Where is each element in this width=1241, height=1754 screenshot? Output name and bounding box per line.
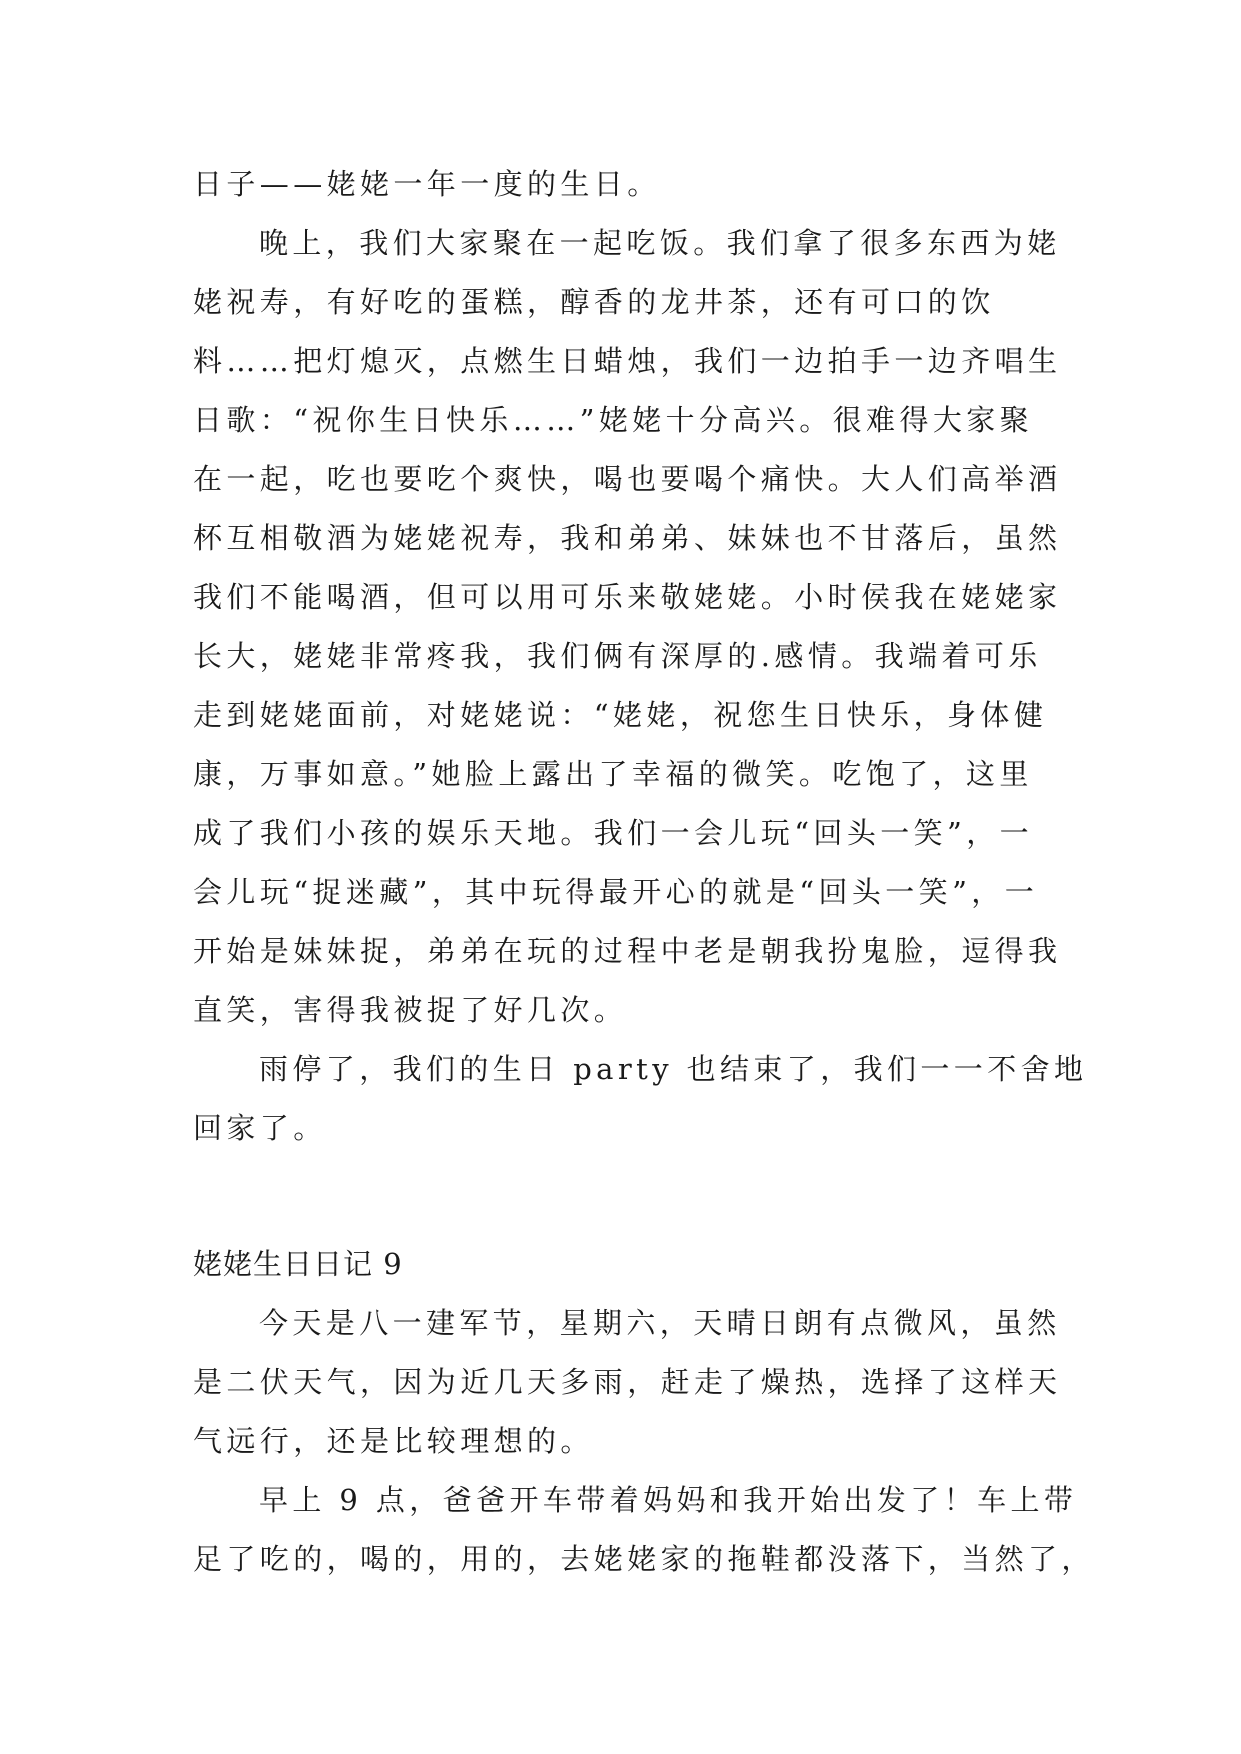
text-line: 是二伏天气，因为近几天多雨，赶走了燥热，选择了这样天 [193, 1365, 1062, 1399]
intro-paragraph [193, 155, 1051, 214]
text-line: 康，万事如意。”她脸上露出了幸福的微笑。吃饱了，这里 [193, 757, 1033, 791]
text-line: 杯互相敬酒为姥姥祝寿，我和弟弟、妹妹也不甘落后，虽然 [193, 521, 1062, 555]
text-line: 长大，姥姥非常疼我，我们俩有深厚的.感情。我端着可乐 [193, 639, 1042, 673]
section-gap [193, 1158, 1051, 1235]
paragraph-departure [193, 1471, 1095, 1589]
text-line: 在一起，吃也要吃个爽快，喝也要喝个痛快。大人们高举酒 [193, 462, 1062, 496]
text-line: 足了吃的，喝的，用的，去姥姥家的拖鞋都没落下，当然了， [193, 1542, 1095, 1576]
text-line: 姥祝寿，有好吃的蛋糕，醇香的龙井茶，还有可口的饮 [193, 285, 995, 319]
text-line: 料……把灯熄灭，点燃生日蜡烛，我们一边拍手一边齐唱生 [193, 344, 1062, 378]
text-line: 日歌：“祝你生日快乐……”姥姥十分高兴。很难得大家聚 [193, 403, 1034, 437]
text-line: 会儿玩“捉迷藏”，其中玩得最开心的就是“回头一笑”，一 [193, 875, 1039, 909]
text-line: 成了我们小孩的娱乐天地。我们一会儿玩“回头一笑”，一 [193, 816, 1034, 850]
text-line: 雨停了，我们的生日 party 也结束了，我们一一不舍地 [259, 1052, 1088, 1086]
text-line: 我们不能喝酒，但可以用可乐来敬姥姥。小时侯我在姥姥家 [193, 580, 1062, 614]
paragraph-party-end [193, 1040, 1088, 1158]
paragraph-dinner [193, 214, 1062, 1040]
text-line: 开始是妹妹捉，弟弟在玩的过程中老是朝我扮鬼脸，逗得我 [193, 934, 1062, 968]
text-line: 晚上，我们大家聚在一起吃饭。我们拿了很多东西为姥 [259, 226, 1061, 260]
text-line: 气远行，还是比较理想的。 [193, 1424, 594, 1458]
text-line: 回家了。 [193, 1111, 327, 1145]
text-line: 今天是八一建军节，星期六，天晴日朗有点微风，虽然 [259, 1306, 1061, 1340]
text-line: 日子——姥姥一年一度的生日。 [193, 167, 661, 201]
section-heading: 姥姥生日日记 9 [193, 1247, 403, 1281]
paragraph-army-day [193, 1294, 1062, 1471]
text-line: 走到姥姥面前，对姥姥说：“姥姥，祝您生日快乐，身体健 [193, 698, 1048, 732]
text-line: 早上 9 点，爸爸开车带着妈妈和我开始出发了！车上带 [259, 1483, 1078, 1517]
document-page [193, 155, 1095, 1589]
text-line: 直笑，害得我被捉了好几次。 [193, 993, 628, 1027]
